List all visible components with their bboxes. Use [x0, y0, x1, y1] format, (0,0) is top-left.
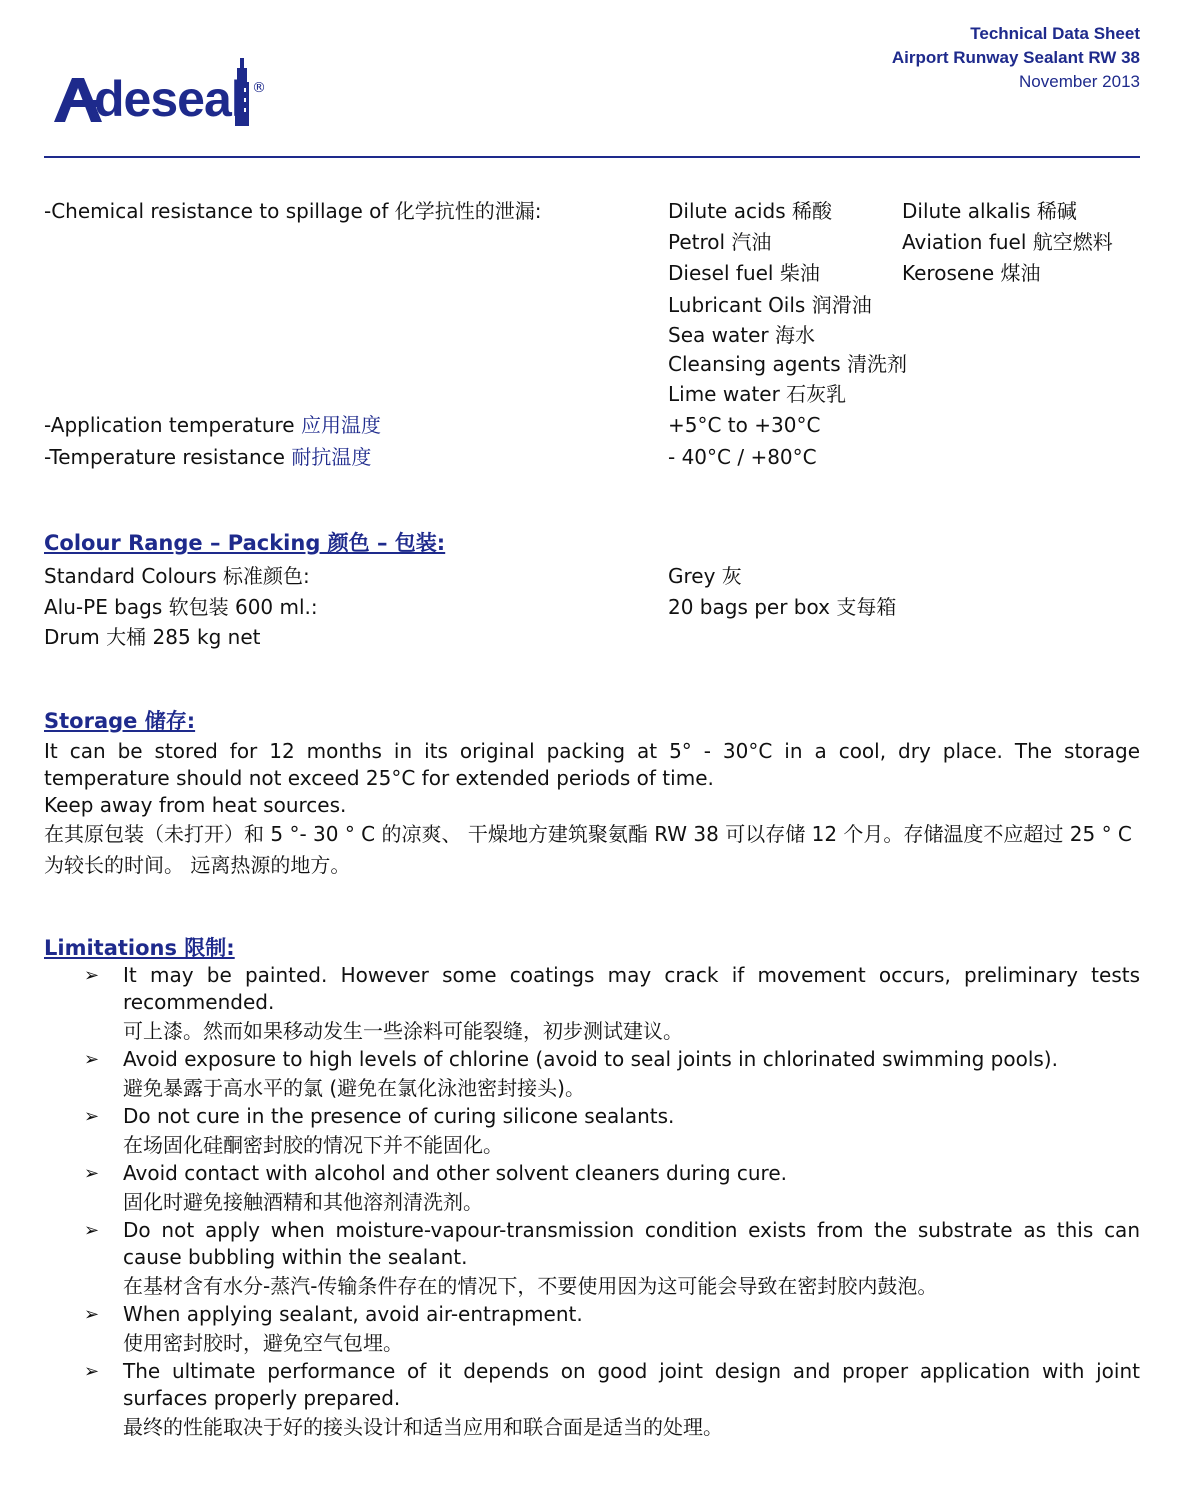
limitations-heading: Limitations 限制: — [44, 936, 235, 960]
arrow-bullet-icon: ➢ — [84, 1304, 100, 1325]
limitation-en: Do not apply when moisture-vapour-transmission condition exists from the substrate as this can cause bubbling within the sealant. — [123, 1218, 1140, 1269]
chemical-item: Diesel fuel 柴油 — [668, 261, 820, 285]
doc-date: November 2013 — [1019, 72, 1140, 91]
company-logo — [54, 58, 274, 128]
limitation-zh: 在基材含有水分-蒸汽-传输条件存在的情况下，不要使用因为这可能会导致在密封胶内鼓泡。 — [123, 1274, 938, 1298]
list-item — [44, 962, 1140, 1046]
colour-range-label: Standard Colours 标准颜色: — [44, 564, 310, 588]
chemical-item: Lubricant Oils 润滑油 — [668, 293, 872, 317]
limitation-zh: 使用密封胶时，避免空气包埋。 — [123, 1331, 403, 1355]
limitation-en: Avoid contact with alcohol and other solvent cleaners during cure. — [123, 1161, 787, 1185]
chemical-item: Dilute acids 稀酸 — [668, 199, 832, 223]
colour-range-value: 20 bags per box 支每箱 — [668, 595, 897, 619]
arrow-bullet-icon: ➢ — [84, 1163, 100, 1184]
colour-range-heading: Colour Range – Packing 颜色 – 包装: — [44, 531, 446, 555]
temperature-resistance-label — [44, 444, 371, 470]
colour-range-label: Alu-PE bags 软包装 600 ml.: — [44, 595, 318, 619]
limitation-zh: 可上漆。然而如果移动发生一些涂料可能裂缝，初步测试建议。 — [123, 1019, 683, 1043]
limitation-en: Avoid exposure to high levels of chlorine (avoid to seal joints in chlorinated swimming pools). — [123, 1047, 1058, 1071]
application-temperature-value: +5°C to +30°C — [668, 413, 821, 437]
label-zh: 应用温度 — [300, 413, 381, 437]
list-item — [44, 1301, 1140, 1358]
doc-type: Technical Data Sheet — [970, 24, 1140, 43]
limitation-en: The ultimate performance of it depends on good joint design and proper application with joint surfaces properly prepared. — [123, 1359, 1140, 1410]
arrow-bullet-icon: ➢ — [84, 1049, 100, 1070]
chemical-item: Sea water 海水 — [668, 323, 815, 347]
colour-range-label: Drum 大桶 285 kg net — [44, 625, 261, 649]
arrow-bullet-icon: ➢ — [84, 1361, 100, 1382]
application-temperature-label — [44, 412, 381, 438]
chemical-item: Petrol 汽油 — [668, 230, 772, 254]
list-item — [44, 1217, 1140, 1301]
chemical-item: Aviation fuel 航空燃料 — [902, 230, 1113, 254]
arrow-bullet-icon: ➢ — [84, 965, 100, 986]
arrow-bullet-icon: ➢ — [84, 1106, 100, 1127]
limitation-zh: 固化时避免接触酒精和其他溶剂清洗剂。 — [123, 1190, 483, 1214]
storage-text-en: It can be stored for 12 months in its original packing at 5° - 30°C in a cool, dry place. The storage temperature should not exceed 25°C for extended periods of time. — [44, 739, 1140, 790]
document-header-info — [892, 22, 1140, 94]
chemical-item: Kerosene 煤油 — [902, 261, 1041, 285]
limitations-list — [44, 962, 1140, 1442]
label-zh: 耐抗温度 — [291, 445, 372, 469]
limitation-zh: 最终的性能取决于好的接头设计和适当应用和联合面是适当的处理。 — [123, 1415, 723, 1439]
registered-mark: ® — [252, 80, 266, 96]
chemical-item: Lime water 石灰乳 — [668, 382, 847, 406]
logo-wordmark: deseal — [94, 71, 244, 127]
chemical-item: Cleansing agents 清洗剂 — [668, 352, 908, 376]
storage-heading: Storage 储存: — [44, 709, 196, 733]
limitation-en: Do not cure in the presence of curing silicone sealants. — [123, 1104, 675, 1128]
list-item — [44, 1046, 1140, 1103]
list-item — [44, 1160, 1140, 1217]
product-name: Airport Runway Sealant RW 38 — [891, 48, 1140, 67]
label-en: -Temperature resistance — [44, 445, 292, 469]
limitation-zh: 避免暴露于高水平的氯 (避免在氯化泳池密封接头)。 — [123, 1076, 585, 1100]
chemical-item: Dilute alkalis 稀碱 — [902, 199, 1077, 223]
limitation-zh: 在场固化硅酮密封胶的情况下并不能固化。 — [123, 1133, 503, 1157]
arrow-bullet-icon: ➢ — [84, 1220, 100, 1241]
storage-text-en-2: Keep away from heat sources. — [44, 793, 347, 817]
chemical-resistance-label: -Chemical resistance to spillage of 化学抗性的泄漏: — [44, 199, 542, 223]
label-en: -Application temperature — [44, 413, 301, 437]
limitation-en: When applying sealant, avoid air-entrapment. — [123, 1302, 583, 1326]
limitation-en: It may be painted. However some coatings may crack if movement occurs, preliminary tests recommended. — [123, 963, 1140, 1014]
storage-text-zh: 在其原包装（未打开）和 5 °- 30 ° C 的凉爽、 干燥地方建筑聚氨酯 RW 38 可以存储 12 个月。存储温度不应超过 25 ° C 为较长的时间。 远离热源的地方。 — [44, 822, 1132, 877]
temperature-resistance-value: - 40°C / +80°C — [668, 445, 817, 469]
list-item — [44, 1358, 1140, 1442]
colour-range-value: Grey 灰 — [668, 564, 742, 588]
list-item — [44, 1103, 1140, 1160]
header-divider — [44, 156, 1140, 158]
